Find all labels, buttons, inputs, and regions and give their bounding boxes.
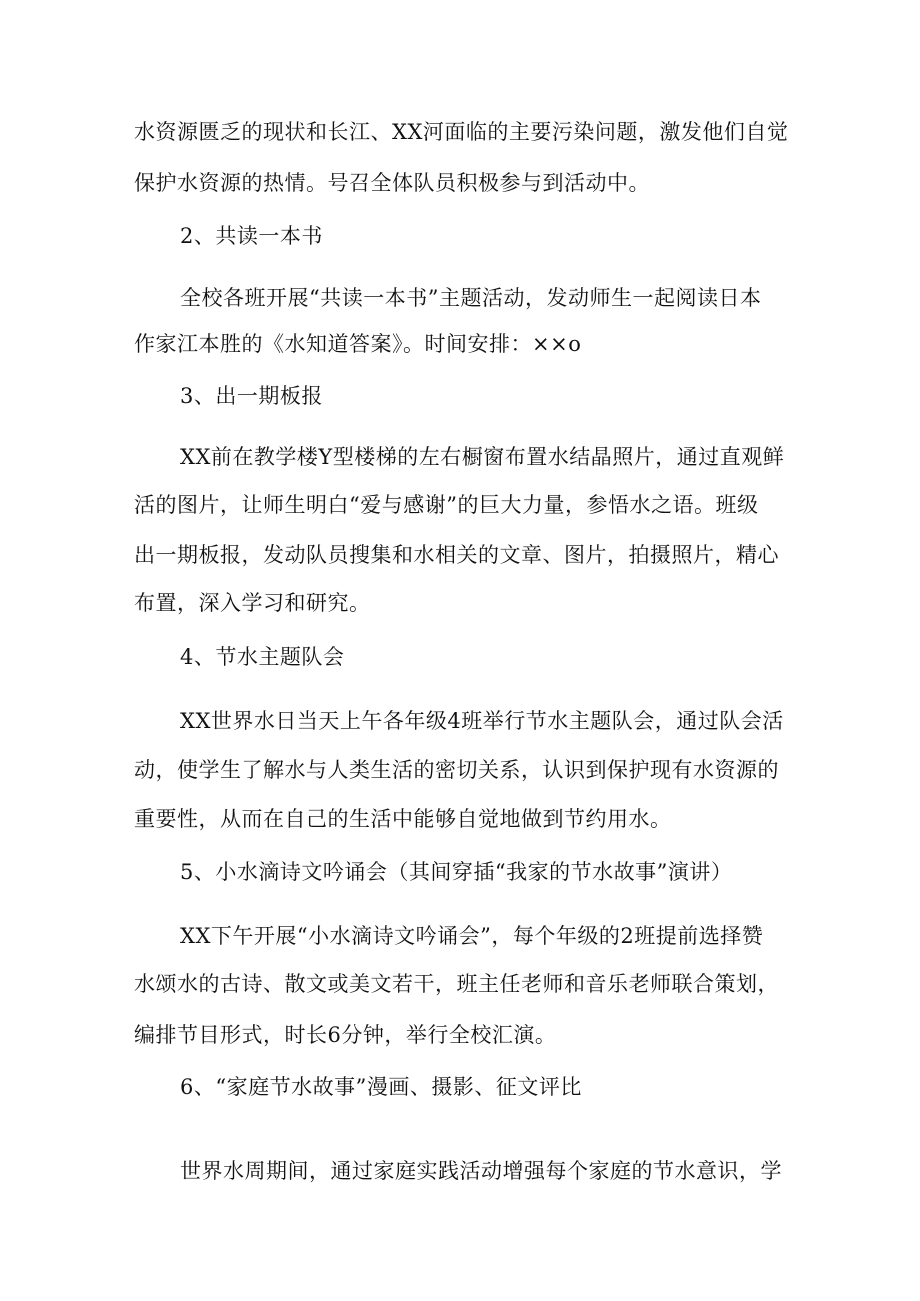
paragraph-line: XX前在教学楼Y型楼梯的左右橱窗布置水结晶照片，通过直观鲜 [180, 445, 785, 469]
paragraph-line: 作家江本胜的《水知道答案》。时间安排：××o [134, 332, 582, 356]
paragraph-line: 保护水资源的热情。号召全体队员积极参与到活动中。 [134, 171, 650, 195]
section-heading: 5、小水滴诗文吟诵会（其间穿插“我家的节水故事”演讲） [180, 860, 733, 884]
paragraph-line: XX世界水日当天上午各年级4班举行节水主题队会，通过队会活 [180, 709, 784, 733]
section-heading: 4、节水主题队会 [180, 645, 345, 669]
paragraph-line: XX下午开展“小水滴诗文吟诵会”，每个年级的2班提前选择赞 [180, 924, 764, 948]
section-heading: 3、出一期板报 [180, 384, 323, 408]
paragraph-line: 世界水周期间，通过家庭实践活动增强每个家庭的节水意识，学 [180, 1159, 782, 1183]
paragraph-line: 出一期板报，发动队员搜集和水相关的文章、图片，拍摄照片，精心 [134, 543, 779, 567]
section-heading: 2、共读一本书 [180, 224, 323, 248]
paragraph-line: 布置，深入学习和研究。 [134, 591, 371, 615]
paragraph-line: 水资源匮乏的现状和长江、XX河面临的主要污染问题，激发他们自觉 [134, 120, 789, 144]
paragraph-line: 编排节目形式，时长6分钟，举行全校汇演。 [134, 1023, 557, 1047]
paragraph-line: 水颂水的古诗、散文或美文若干，班主任老师和音乐老师联合策划， [134, 972, 779, 996]
paragraph-line: 活的图片，让师生明白“爱与感谢”的巨大力量，参悟水之语。班级 [134, 493, 759, 517]
paragraph-line: 重要性，从而在自己的生活中能够自觉地做到节约用水。 [134, 807, 672, 831]
paragraph-line: 全校各班开展“共读一本书”主题活动，发动师生一起阅读日本 [180, 286, 762, 310]
paragraph-line: 动，使学生了解水与人类生活的密切关系，认识到保护现有水资源的 [134, 758, 779, 782]
section-heading: 6、“家庭节水故事”漫画、摄影、征文评比 [180, 1075, 582, 1099]
